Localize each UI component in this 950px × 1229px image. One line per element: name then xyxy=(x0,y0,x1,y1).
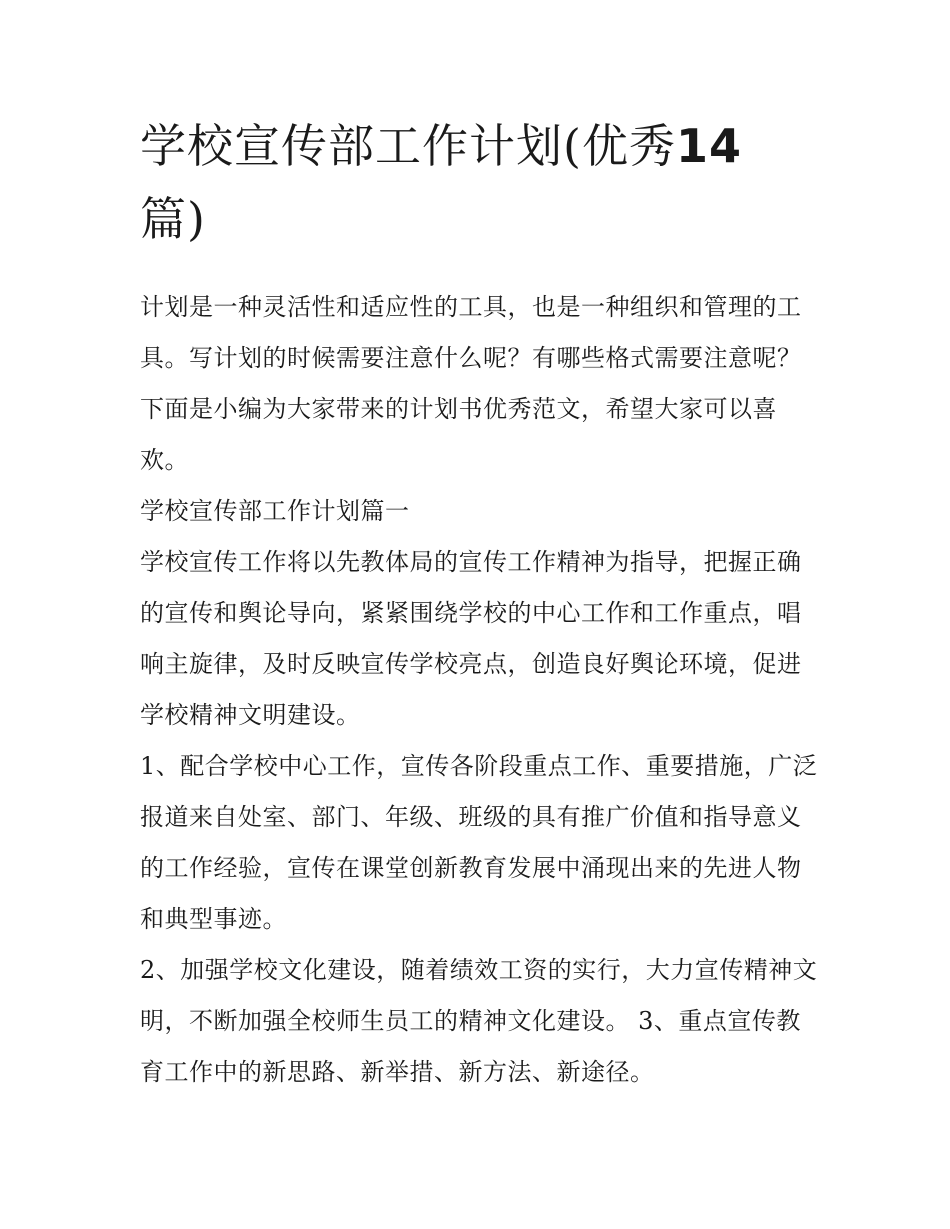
section-heading: 学校宣传部工作计划篇一 xyxy=(140,497,410,525)
list-item-1: 1、配合学校中心工作，宣传各阶段重点工作、重要措施，广泛报道来自处室、部门、年级、班级的具有推广价值和指导意义的工作经验，宣传在课堂创新教育发展中涌现出来的先进人物和典型事迹。 xyxy=(140,752,818,933)
document-page xyxy=(140,110,820,1098)
title-number: 14 xyxy=(675,119,742,173)
title-text: 学校宣传部工作计划(优秀 xyxy=(140,119,676,173)
title-suffix: 篇) xyxy=(140,192,206,246)
document-title xyxy=(140,110,820,256)
intro-paragraph: 计划是一种灵活性和适应性的工具，也是一种组织和管理的工具。写计划的时候需要注意什么呢？有哪些格式需要注意呢？下面是小编为大家带来的计划书优秀范文，希望大家可以喜欢。 xyxy=(140,293,802,474)
document-body xyxy=(140,282,820,1098)
list-item-2: 2、加强学校文化建设，随着绩效工资的实行，大力宣传精神文明，不断加强全校师生员工的精神文化建设。 3、重点宣传教育工作中的新思路、新举措、新方法、新途径。 xyxy=(140,956,818,1086)
body-paragraph: 学校宣传工作将以先教体局的宣传工作精神为指导，把握正确的宣传和舆论导向，紧紧围绕学校的中心工作和工作重点，唱响主旋律，及时反映宣传学校亮点，创造良好舆论环境，促进学校精神文明建设。 xyxy=(140,548,802,729)
